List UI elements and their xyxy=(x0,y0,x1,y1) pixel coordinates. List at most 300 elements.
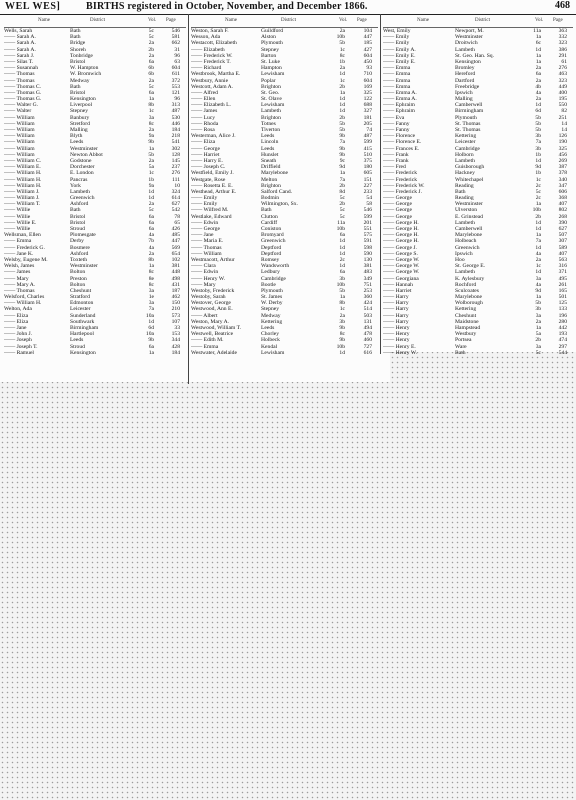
entry-volume: 8c xyxy=(339,331,345,338)
entry-volume: 1b xyxy=(535,151,541,158)
entry-page: 195 xyxy=(558,96,567,103)
entry-name: —— Emily E. xyxy=(383,58,416,65)
entry-volume: 1a xyxy=(148,263,154,270)
entry-volume: 1d xyxy=(339,250,345,257)
entry-name: —— Emily xyxy=(191,195,218,202)
entry-volume: 1c xyxy=(148,108,154,115)
entry-volume: 8c xyxy=(148,269,154,276)
entry-volume: 1d xyxy=(339,108,345,115)
entry-name: —— Harriet xyxy=(191,151,220,158)
entry-volume: 2b xyxy=(339,114,345,121)
entry-page: 544 xyxy=(558,349,567,356)
entry-volume: 5c xyxy=(535,349,541,356)
entry-name: —— George xyxy=(383,195,412,202)
entry-name: Westmacott, Arthur xyxy=(191,256,235,263)
entry-volume: 1a xyxy=(535,294,541,301)
entry-name: —— Emma A. xyxy=(383,96,417,103)
entry-name: —— Rosa xyxy=(191,127,215,133)
heading-vol: Vol. xyxy=(535,18,544,23)
entry-name: —— Frederick T. xyxy=(191,58,231,65)
entry-page: 483 xyxy=(363,269,372,276)
entry-list xyxy=(191,28,378,356)
entry-volume: 1a xyxy=(339,170,345,177)
entry-district: Wandsworth xyxy=(261,263,290,270)
entry-page: 569 xyxy=(171,244,180,251)
entry-district: Cardiff xyxy=(261,219,278,226)
entry-page: 93 xyxy=(366,65,372,72)
entry-district: Bath xyxy=(455,349,466,356)
entry-volume: 6a xyxy=(339,232,345,239)
entry-district: Kensington xyxy=(455,58,481,65)
entry-volume: 10a xyxy=(145,312,154,319)
entry-volume: 6a xyxy=(148,226,154,232)
entry-page: 276 xyxy=(558,65,567,72)
entry-district: Bosmere xyxy=(70,244,90,251)
entry-page: 96 xyxy=(174,96,180,103)
entry-name: —— Edwin xyxy=(191,269,219,276)
entry-name: —— Emma xyxy=(4,238,32,245)
entry-name: Westhead, Arthur E. xyxy=(191,188,237,195)
entry-name: —— Henry W. xyxy=(383,349,418,356)
entry-district: Stroud xyxy=(70,226,85,232)
entry-volume: 10b xyxy=(336,226,345,232)
entry-district: Cambridge xyxy=(455,145,480,152)
entry-district: Westminster xyxy=(70,263,98,270)
entry-page: 551 xyxy=(363,226,372,232)
entry-district: Leeds xyxy=(70,139,84,146)
entry-district: Barton xyxy=(261,52,277,59)
entry-page: 462 xyxy=(171,294,180,301)
entry-name: —— William J. xyxy=(4,188,40,195)
entry-page: 387 xyxy=(558,164,567,171)
entry-page: 375 xyxy=(363,157,372,164)
entry-name: —— William xyxy=(4,151,35,158)
entry-volume: 1d xyxy=(339,244,345,251)
entry-page: 323 xyxy=(558,77,567,84)
entry-page: 546 xyxy=(363,207,372,214)
entry-page: 662 xyxy=(171,40,180,47)
entry-page: 501 xyxy=(558,294,567,301)
entry-name: —— Thomas C. xyxy=(4,83,42,90)
entry-district: Lambeth xyxy=(455,269,475,276)
entry-volume: 2a xyxy=(339,28,345,34)
entry-page: 268 xyxy=(558,213,567,220)
entry-page: 604 xyxy=(363,52,372,59)
entry-name: —— Ephraim xyxy=(383,108,415,115)
entry-volume: 2a xyxy=(339,312,345,319)
entry-district: Guildford xyxy=(261,28,284,34)
register-entry xyxy=(4,350,186,356)
entry-name: —— Wilfred M. xyxy=(191,207,229,214)
entry-name: —— William C. xyxy=(4,157,42,164)
entry-district: Maidstone xyxy=(455,318,479,325)
entry-volume: 9b xyxy=(148,337,154,344)
entry-district: Bristol xyxy=(70,213,86,220)
entry-district: Kettering xyxy=(455,306,477,313)
entry-page: 368 xyxy=(558,195,567,202)
entry-page: 205 xyxy=(363,120,372,127)
entry-volume: 1b xyxy=(535,170,541,177)
entry-volume: 1d xyxy=(339,71,345,78)
entry-volume: 4a xyxy=(535,281,541,288)
entry-district: Ipswich xyxy=(455,89,473,96)
entry-page: 605 xyxy=(363,170,372,177)
entry-page: 121 xyxy=(171,89,180,96)
entry-district: Bath xyxy=(261,207,272,214)
entry-district: Brighton xyxy=(261,83,281,90)
entry-name: —— Mary xyxy=(4,275,29,282)
entry-volume: 1a xyxy=(535,201,541,208)
entry-page: 654 xyxy=(171,250,180,257)
entry-volume: 2c xyxy=(339,256,345,263)
entry-name: —— Frederick J. xyxy=(383,188,422,195)
entry-district: Melton xyxy=(261,176,278,183)
entry-volume: 1d xyxy=(535,46,541,53)
entry-page: 327 xyxy=(363,108,372,115)
entry-page: 291 xyxy=(558,52,567,59)
entry-name: —— Elizabeth L. xyxy=(191,102,231,109)
entry-volume: 1d xyxy=(148,188,154,195)
entry-page: 150 xyxy=(171,300,180,307)
entry-name: —— Frederick W. xyxy=(383,182,425,189)
entry-volume: 2a xyxy=(148,157,154,164)
entry-page: 276 xyxy=(171,170,180,177)
entry-page: 169 xyxy=(363,83,372,90)
entry-district: St. George E. xyxy=(455,263,486,270)
entry-name: —— Frank xyxy=(383,157,409,164)
entry-page: 604 xyxy=(363,77,372,84)
entry-page: 573 xyxy=(171,312,180,319)
entry-page: 498 xyxy=(171,275,180,282)
entry-district: Malling xyxy=(70,127,88,133)
entry-name: Welsford, Charles xyxy=(4,294,45,301)
entry-volume: 3a xyxy=(535,343,541,350)
entry-page: 61 xyxy=(561,58,567,65)
heading-vol: Vol. xyxy=(148,18,157,23)
entry-page: 616 xyxy=(363,349,372,356)
entry-name: Westwater, Adelaide xyxy=(191,349,237,356)
entry-district: Deptford xyxy=(261,244,282,251)
entry-page: 546 xyxy=(171,28,180,34)
entry-name: —— William xyxy=(4,127,35,133)
entry-volume: 2a xyxy=(535,77,541,84)
entry-name: —— Harry xyxy=(383,306,409,313)
entry-name: —— Emily xyxy=(383,40,410,47)
entry-volume: 9b xyxy=(339,133,345,140)
entry-page: 407 xyxy=(558,201,567,208)
entry-name: —— Fanny xyxy=(383,120,410,127)
entry-district: Whitechapel xyxy=(455,176,484,183)
entry-district: Newton Abbot xyxy=(70,151,103,158)
entry-name: —— George xyxy=(191,226,220,232)
entry-page: 54 xyxy=(366,195,372,202)
entry-page: 65 xyxy=(174,219,180,226)
entry-name: —— George xyxy=(383,213,412,220)
entry-page: 130 xyxy=(363,256,372,263)
entry-volume: 1a xyxy=(535,34,541,41)
entry-name: —— George W. xyxy=(383,263,420,270)
entry-name: —— Eliza xyxy=(4,312,29,319)
entry-page: 325 xyxy=(558,145,567,152)
entry-name: —— Harriet xyxy=(383,287,412,294)
entry-name: —— Harry E. xyxy=(191,157,223,164)
entry-district: Banbury xyxy=(70,114,90,121)
entry-volume: 1a xyxy=(535,325,541,331)
entry-page: 390 xyxy=(558,219,567,226)
entry-volume: 1d xyxy=(339,102,345,109)
entry-district: Birmingham xyxy=(455,108,484,115)
entry-page: 550 xyxy=(558,102,567,109)
entry-district: Leicester xyxy=(455,139,476,146)
entry-page: 58 xyxy=(366,201,372,208)
entry-volume: 2a xyxy=(148,201,154,208)
entry-page: 104 xyxy=(363,28,372,34)
entry-district: St. Geo. Han. Sq. xyxy=(455,52,495,59)
entry-page: 347 xyxy=(558,182,567,189)
entry-name: —— George W. xyxy=(383,256,420,263)
entry-page: 111 xyxy=(172,176,180,183)
entry-page: 184 xyxy=(171,127,180,133)
entry-name: —— Emma xyxy=(383,65,411,72)
entry-district: Salford Cand. xyxy=(261,188,293,195)
entry-volume: 2a xyxy=(535,96,541,103)
entry-district: Stretford xyxy=(70,120,90,127)
entry-volume: 2b xyxy=(339,182,345,189)
entry-page: 487 xyxy=(363,133,372,140)
entry-volume: 1d xyxy=(535,157,541,164)
entry-district: St. Olave xyxy=(261,96,282,103)
entry-district: St. Luke xyxy=(261,58,280,65)
entry-page: 474 xyxy=(558,337,567,344)
entry-name: Westoby, Sarah xyxy=(191,294,226,301)
entry-volume: 3b xyxy=(339,275,345,282)
entry-volume: 4a xyxy=(148,232,154,239)
column-rule xyxy=(188,14,189,384)
heading-name: Name xyxy=(38,18,50,23)
entry-volume: 6a xyxy=(148,343,154,350)
entry-name: —— Frances E. xyxy=(383,145,420,152)
entry-page: 606 xyxy=(558,188,567,195)
entry-page: 378 xyxy=(558,170,567,177)
entry-name: Westover, George xyxy=(191,300,231,307)
entry-name: —— Harry xyxy=(383,300,409,307)
entry-page: 297 xyxy=(558,343,567,350)
entry-volume: 7a xyxy=(148,306,154,313)
entry-name: —— George xyxy=(191,145,220,152)
entry-page: 14 xyxy=(561,120,567,127)
entry-district: E. London xyxy=(70,170,94,177)
entry-name: —— Susannah xyxy=(4,65,39,72)
entry-name: —— Eva xyxy=(383,114,405,121)
entry-district: W. Bromwich xyxy=(70,71,102,78)
entry-volume: 5b xyxy=(535,114,541,121)
entry-district: Kensington xyxy=(70,349,96,356)
entry-district: Marylebone xyxy=(455,232,483,239)
entry-volume: 5b xyxy=(339,127,345,133)
entry-district: Bath xyxy=(70,28,81,34)
entry-volume: 2a xyxy=(535,65,541,72)
column-heading xyxy=(383,16,573,28)
entry-name: —— Walter G. xyxy=(4,102,39,109)
entry-name: West, Emily xyxy=(383,28,411,34)
entry-volume: 6b xyxy=(148,71,154,78)
entry-name: —— Henry E. xyxy=(383,343,416,350)
entry-name: —— Emma xyxy=(383,77,411,84)
entry-name: —— Henry xyxy=(383,325,410,331)
entry-district: Leeds xyxy=(261,133,275,140)
entry-district: Sunderland xyxy=(70,312,96,319)
entry-page: 165 xyxy=(558,287,567,294)
page-header xyxy=(0,0,576,15)
entry-district: Ulverston xyxy=(455,207,478,214)
entry-volume: 5b xyxy=(535,120,541,127)
entry-volume: 5c xyxy=(148,34,154,41)
entry-name: Westerman, Alice J. xyxy=(191,133,236,140)
entry-page: 125 xyxy=(558,300,567,307)
entry-volume: 10b xyxy=(336,343,345,350)
entry-district: Sneath xyxy=(261,157,277,164)
entry-name: Westwood, William T. xyxy=(191,325,241,331)
entry-name: —— William T. xyxy=(4,201,41,208)
entry-page: 316 xyxy=(558,263,567,270)
entry-district: Bristol xyxy=(70,219,86,226)
entry-district: Newport, M. xyxy=(455,28,484,34)
column-heading xyxy=(4,16,186,28)
entry-name: —— Eliza xyxy=(4,318,29,325)
entry-volume: 11a xyxy=(533,28,541,34)
entry-page: 102 xyxy=(171,256,180,263)
entry-volume: 8c xyxy=(148,281,154,288)
entry-volume: 11a xyxy=(337,219,345,226)
entry-district: Lambeth xyxy=(261,108,281,115)
entry-name: —— William xyxy=(4,114,35,121)
entry-page: 332 xyxy=(558,34,567,41)
entry-page: 487 xyxy=(171,108,180,115)
entry-district: Bristol xyxy=(70,89,86,96)
entry-name: —— Joseph xyxy=(4,337,32,344)
entry-volume: 1a xyxy=(148,145,154,152)
entry-name: —— Mary A. xyxy=(4,281,36,288)
entry-district: Bridge xyxy=(70,40,86,47)
entry-name: —— William xyxy=(4,133,35,140)
entry-district: Bolton xyxy=(70,269,86,276)
entry-page: 10 xyxy=(174,182,180,189)
entry-volume: 9d xyxy=(535,164,541,171)
entry-name: —— Walter xyxy=(4,108,32,115)
entry-name: —— George xyxy=(383,207,412,214)
entry-volume: 9b xyxy=(339,337,345,344)
entry-district: Bath xyxy=(455,188,466,195)
entry-district: Leeds xyxy=(70,337,84,344)
entry-name: —— John J. xyxy=(4,331,33,338)
entry-district: St. Thomas xyxy=(455,127,481,133)
entry-district: Chorley xyxy=(261,331,280,338)
entry-district: E. Grinstead xyxy=(455,213,483,220)
entry-volume: 1a xyxy=(535,52,541,59)
entry-name: —— George J. xyxy=(383,244,417,251)
header-surname-range: WEL WES] xyxy=(5,1,61,12)
entry-district: Malling xyxy=(455,96,473,103)
entry-volume: 8c xyxy=(339,52,345,59)
entry-volume: 3b xyxy=(535,145,541,152)
entry-name: —— Thomas G. xyxy=(4,89,42,96)
entry-name: —— Ellen xyxy=(191,96,216,103)
entry-page: 151 xyxy=(363,176,372,183)
entry-volume: 4b xyxy=(535,83,541,90)
entry-page: 590 xyxy=(363,250,372,257)
entry-list xyxy=(383,28,573,356)
entry-district: Hackney xyxy=(455,170,475,177)
entry-district: Hartlepool xyxy=(70,331,94,338)
entry-name: —— Willie xyxy=(4,207,31,214)
entry-page: 210 xyxy=(171,306,180,313)
entry-district: Medway xyxy=(70,77,90,84)
entry-name: —— Henry xyxy=(383,337,410,344)
entry-page: 611 xyxy=(171,71,180,78)
entry-name: —— James xyxy=(191,108,218,115)
entry-name: —— Clara xyxy=(191,263,216,270)
entry-volume: 2a xyxy=(148,52,154,59)
entry-volume: 9d xyxy=(535,287,541,294)
entry-name: —— Joseph T. xyxy=(4,343,38,350)
entry-volume: 2b xyxy=(148,46,154,53)
entry-page: 386 xyxy=(558,46,567,53)
entry-page: 184 xyxy=(171,349,180,356)
entry-volume: 1d xyxy=(339,238,345,245)
entry-name: —— Sarah A. xyxy=(4,34,36,41)
entry-volume: 5c xyxy=(148,83,154,90)
entry-page: 181 xyxy=(363,114,372,121)
entry-volume: 5b xyxy=(339,40,345,47)
entry-district: K. Aylesbury xyxy=(455,275,485,282)
entry-district: Medway xyxy=(261,312,281,319)
entry-district: Poplar xyxy=(261,77,276,84)
entry-district: Birmingham xyxy=(70,325,99,331)
entry-name: —— Florence xyxy=(383,133,416,140)
entry-page: 218 xyxy=(171,133,180,140)
entry-district: Dorchester xyxy=(70,164,95,171)
entry-district: Ledbury xyxy=(261,269,280,276)
entry-district: Dartford xyxy=(455,77,475,84)
entry-volume: 2a xyxy=(535,318,541,325)
entry-page: 495 xyxy=(558,275,567,282)
entry-name: —— Fred xyxy=(383,164,406,171)
entry-page: 688 xyxy=(363,102,372,109)
entry-district: Westminster xyxy=(455,201,483,208)
entry-page: 604 xyxy=(171,65,180,72)
entry-district: Droitwich xyxy=(455,40,478,47)
page-title: BIRTHS registered in October, November, and December 1866. xyxy=(86,1,368,12)
entry-page: 349 xyxy=(363,275,372,282)
entry-page: 591 xyxy=(363,238,372,245)
entry-name: —— Rosetta E. E. xyxy=(191,182,233,189)
entry-volume: 5b xyxy=(339,287,345,294)
entry-page: 180 xyxy=(363,164,372,171)
entry-volume: 3b xyxy=(339,318,345,325)
entry-page: 563 xyxy=(558,256,567,263)
entry-volume: 3a xyxy=(148,114,154,121)
entry-volume: 9b xyxy=(339,145,345,152)
entry-district: Greenwich xyxy=(70,195,95,202)
entry-page: 510 xyxy=(363,151,372,158)
entry-district: Reading xyxy=(455,195,474,202)
entry-page: 128 xyxy=(171,151,180,158)
entry-page: 614 xyxy=(171,195,180,202)
entry-district: Derby xyxy=(70,238,84,245)
entry-name: —— Harry xyxy=(383,312,409,319)
entry-volume: 1d xyxy=(535,269,541,276)
heading-district: District xyxy=(281,18,296,23)
